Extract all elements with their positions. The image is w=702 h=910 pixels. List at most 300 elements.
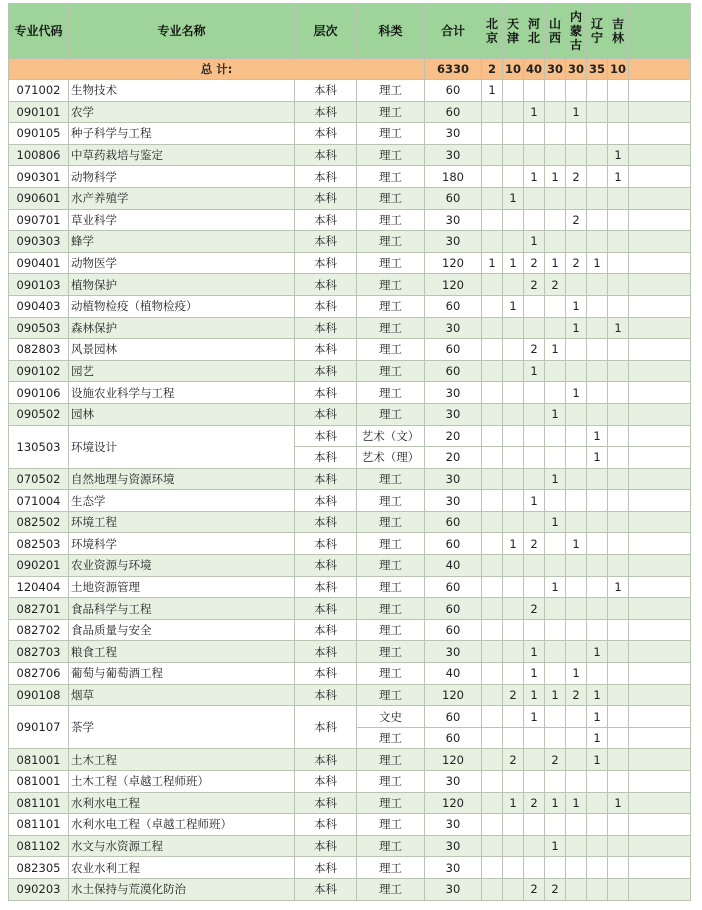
quota-tianjin bbox=[503, 857, 524, 879]
quota-liaoning: 1 bbox=[587, 684, 608, 706]
quota-hebei: 1 bbox=[524, 101, 545, 123]
quota-liaoning bbox=[587, 295, 608, 317]
quota-neimenggu: 1 bbox=[566, 792, 587, 814]
total-jilin: 10 bbox=[608, 59, 629, 80]
blank-cell bbox=[629, 382, 691, 404]
major-code: 090601 bbox=[9, 187, 69, 209]
quota-beijing bbox=[482, 360, 503, 382]
quota-beijing bbox=[482, 295, 503, 317]
major-name: 土木工程（卓越工程师班） bbox=[69, 771, 295, 793]
row-total: 60 bbox=[425, 360, 482, 382]
quota-jilin bbox=[608, 101, 629, 123]
row-total: 60 bbox=[425, 187, 482, 209]
subject-category: 理工 bbox=[357, 252, 425, 274]
blank-cell bbox=[629, 360, 691, 382]
quota-jilin bbox=[608, 339, 629, 361]
major-name: 水利水电工程（卓越工程师班） bbox=[69, 814, 295, 836]
study-level: 本科 bbox=[295, 511, 357, 533]
quota-liaoning: 1 bbox=[587, 425, 608, 447]
major-code: 082503 bbox=[9, 533, 69, 555]
quota-hebei: 2 bbox=[524, 533, 545, 555]
quota-beijing bbox=[482, 814, 503, 836]
table-row bbox=[9, 166, 691, 188]
major-code: 090105 bbox=[9, 123, 69, 145]
subject-category: 艺术（理） bbox=[357, 447, 425, 469]
major-code: 090103 bbox=[9, 274, 69, 296]
subject-category: 理工 bbox=[357, 641, 425, 663]
quota-shanxi: 1 bbox=[545, 576, 566, 598]
quota-tianjin bbox=[503, 771, 524, 793]
row-total: 30 bbox=[425, 641, 482, 663]
total-beijing: 2 bbox=[482, 59, 503, 80]
quota-beijing bbox=[482, 511, 503, 533]
quota-neimenggu bbox=[566, 749, 587, 771]
quota-beijing bbox=[482, 382, 503, 404]
major-code: 082706 bbox=[9, 663, 69, 685]
study-level: 本科 bbox=[295, 209, 357, 231]
major-code: 070502 bbox=[9, 468, 69, 490]
quota-shanxi bbox=[545, 80, 566, 102]
quota-jilin bbox=[608, 814, 629, 836]
quota-shanxi bbox=[545, 231, 566, 253]
quota-hebei bbox=[524, 576, 545, 598]
major-name: 植物保护 bbox=[69, 274, 295, 296]
study-level: 本科 bbox=[295, 382, 357, 404]
total-row bbox=[9, 59, 691, 80]
study-level: 本科 bbox=[295, 425, 357, 447]
quota-shanxi bbox=[545, 771, 566, 793]
major-name: 园艺 bbox=[69, 360, 295, 382]
quota-tianjin bbox=[503, 339, 524, 361]
quota-tianjin bbox=[503, 576, 524, 598]
table-row bbox=[9, 425, 691, 447]
table-row bbox=[9, 382, 691, 404]
quota-tianjin bbox=[503, 317, 524, 339]
major-code: 082803 bbox=[9, 339, 69, 361]
quota-jilin bbox=[608, 123, 629, 145]
row-total: 30 bbox=[425, 490, 482, 512]
quota-liaoning bbox=[587, 187, 608, 209]
table-row bbox=[9, 144, 691, 166]
major-code: 082305 bbox=[9, 857, 69, 879]
quota-liaoning bbox=[587, 771, 608, 793]
quota-liaoning bbox=[587, 101, 608, 123]
subject-category: 理工 bbox=[357, 339, 425, 361]
quota-neimenggu: 1 bbox=[566, 101, 587, 123]
quota-liaoning bbox=[587, 576, 608, 598]
quota-jilin bbox=[608, 80, 629, 102]
quota-jilin: 1 bbox=[608, 166, 629, 188]
study-level: 本科 bbox=[295, 144, 357, 166]
quota-neimenggu bbox=[566, 727, 587, 749]
blank-cell bbox=[629, 598, 691, 620]
row-total: 30 bbox=[425, 403, 482, 425]
quota-jilin bbox=[608, 857, 629, 879]
study-level: 本科 bbox=[295, 339, 357, 361]
quota-tianjin bbox=[503, 706, 524, 728]
quota-neimenggu bbox=[566, 598, 587, 620]
subject-category: 理工 bbox=[357, 187, 425, 209]
blank-cell bbox=[629, 209, 691, 231]
quota-shanxi bbox=[545, 425, 566, 447]
quota-hebei: 2 bbox=[524, 252, 545, 274]
quota-neimenggu bbox=[566, 771, 587, 793]
quota-beijing bbox=[482, 403, 503, 425]
quota-tianjin bbox=[503, 360, 524, 382]
quota-hebei: 1 bbox=[524, 706, 545, 728]
quota-jilin bbox=[608, 641, 629, 663]
header-neimenggu: 内蒙古 bbox=[566, 4, 587, 59]
quota-liaoning bbox=[587, 792, 608, 814]
table-row bbox=[9, 295, 691, 317]
quota-tianjin bbox=[503, 209, 524, 231]
blank-cell bbox=[629, 144, 691, 166]
quota-tianjin bbox=[503, 144, 524, 166]
table-row bbox=[9, 490, 691, 512]
quota-neimenggu bbox=[566, 447, 587, 469]
quota-liaoning bbox=[587, 317, 608, 339]
major-name: 农业资源与环境 bbox=[69, 555, 295, 577]
quota-neimenggu bbox=[566, 403, 587, 425]
quota-jilin bbox=[608, 619, 629, 641]
major-code: 130503 bbox=[9, 425, 69, 468]
quota-hebei bbox=[524, 403, 545, 425]
quota-liaoning bbox=[587, 209, 608, 231]
quota-liaoning bbox=[587, 878, 608, 900]
table-row bbox=[9, 792, 691, 814]
quota-hebei: 1 bbox=[524, 360, 545, 382]
blank-cell bbox=[629, 835, 691, 857]
table-row bbox=[9, 619, 691, 641]
quota-hebei bbox=[524, 425, 545, 447]
total-shanxi: 30 bbox=[545, 59, 566, 80]
quota-neimenggu bbox=[566, 641, 587, 663]
subject-category: 理工 bbox=[357, 468, 425, 490]
quota-beijing bbox=[482, 619, 503, 641]
quota-jilin bbox=[608, 447, 629, 469]
study-level: 本科 bbox=[295, 447, 357, 469]
quota-jilin bbox=[608, 360, 629, 382]
subject-category: 理工 bbox=[357, 274, 425, 296]
subject-category: 理工 bbox=[357, 792, 425, 814]
quota-jilin bbox=[608, 295, 629, 317]
quota-neimenggu: 2 bbox=[566, 252, 587, 274]
header-level: 层次 bbox=[295, 4, 357, 59]
quota-tianjin bbox=[503, 382, 524, 404]
quota-jilin bbox=[608, 727, 629, 749]
major-name: 中草药栽培与鉴定 bbox=[69, 144, 295, 166]
blank-cell bbox=[629, 555, 691, 577]
quota-hebei bbox=[524, 835, 545, 857]
quota-liaoning bbox=[587, 339, 608, 361]
quota-shanxi: 1 bbox=[545, 792, 566, 814]
study-level: 本科 bbox=[295, 857, 357, 879]
quota-tianjin: 1 bbox=[503, 792, 524, 814]
quota-hebei bbox=[524, 317, 545, 339]
study-level: 本科 bbox=[295, 749, 357, 771]
major-code: 090401 bbox=[9, 252, 69, 274]
quota-neimenggu bbox=[566, 555, 587, 577]
quota-neimenggu bbox=[566, 231, 587, 253]
blank-cell bbox=[629, 403, 691, 425]
quota-tianjin bbox=[503, 878, 524, 900]
table-row bbox=[9, 641, 691, 663]
total-tianjin: 10 bbox=[503, 59, 524, 80]
table-row bbox=[9, 101, 691, 123]
quota-tianjin bbox=[503, 231, 524, 253]
table-row bbox=[9, 706, 691, 728]
major-name: 粮食工程 bbox=[69, 641, 295, 663]
quota-shanxi bbox=[545, 101, 566, 123]
major-code: 082502 bbox=[9, 511, 69, 533]
major-code: 082702 bbox=[9, 619, 69, 641]
quota-tianjin: 1 bbox=[503, 295, 524, 317]
major-name: 烟草 bbox=[69, 684, 295, 706]
quota-hebei bbox=[524, 857, 545, 879]
major-name: 种子科学与工程 bbox=[69, 123, 295, 145]
quota-tianjin bbox=[503, 166, 524, 188]
study-level: 本科 bbox=[295, 231, 357, 253]
quota-hebei bbox=[524, 447, 545, 469]
quota-liaoning bbox=[587, 663, 608, 685]
blank-cell bbox=[629, 231, 691, 253]
blank-cell bbox=[629, 447, 691, 469]
blank-cell bbox=[629, 425, 691, 447]
header-liaoning: 辽宁 bbox=[587, 4, 608, 59]
quota-hebei bbox=[524, 468, 545, 490]
quota-beijing bbox=[482, 317, 503, 339]
major-code: 090503 bbox=[9, 317, 69, 339]
quota-tianjin: 1 bbox=[503, 252, 524, 274]
row-total: 180 bbox=[425, 166, 482, 188]
quota-hebei bbox=[524, 209, 545, 231]
study-level: 本科 bbox=[295, 555, 357, 577]
quota-hebei bbox=[524, 619, 545, 641]
quota-shanxi bbox=[545, 533, 566, 555]
quota-tianjin bbox=[503, 274, 524, 296]
table-row bbox=[9, 123, 691, 145]
quota-jilin bbox=[608, 425, 629, 447]
quota-hebei: 1 bbox=[524, 231, 545, 253]
major-name: 生物技术 bbox=[69, 80, 295, 102]
major-code: 090101 bbox=[9, 101, 69, 123]
quota-shanxi: 2 bbox=[545, 878, 566, 900]
row-total: 120 bbox=[425, 252, 482, 274]
row-total: 30 bbox=[425, 317, 482, 339]
quota-shanxi: 1 bbox=[545, 252, 566, 274]
major-code: 100806 bbox=[9, 144, 69, 166]
table-row bbox=[9, 684, 691, 706]
quota-tianjin bbox=[503, 403, 524, 425]
quota-shanxi bbox=[545, 706, 566, 728]
blank-cell bbox=[629, 641, 691, 663]
quota-beijing bbox=[482, 123, 503, 145]
study-level: 本科 bbox=[295, 576, 357, 598]
quota-hebei: 1 bbox=[524, 490, 545, 512]
quota-liaoning bbox=[587, 857, 608, 879]
major-name: 动物科学 bbox=[69, 166, 295, 188]
row-total: 60 bbox=[425, 619, 482, 641]
quota-hebei bbox=[524, 727, 545, 749]
blank-cell bbox=[629, 533, 691, 555]
header-blank-column bbox=[629, 4, 691, 59]
quota-hebei bbox=[524, 187, 545, 209]
header-jilin: 吉林 bbox=[608, 4, 629, 59]
quota-neimenggu bbox=[566, 511, 587, 533]
quota-tianjin bbox=[503, 447, 524, 469]
quota-shanxi bbox=[545, 555, 566, 577]
subject-category: 理工 bbox=[357, 749, 425, 771]
major-name: 农学 bbox=[69, 101, 295, 123]
study-level: 本科 bbox=[295, 360, 357, 382]
quota-jilin bbox=[608, 835, 629, 857]
quota-beijing bbox=[482, 663, 503, 685]
quota-liaoning: 1 bbox=[587, 749, 608, 771]
quota-neimenggu bbox=[566, 706, 587, 728]
subject-category: 理工 bbox=[357, 403, 425, 425]
major-name: 环境科学 bbox=[69, 533, 295, 555]
quota-tianjin bbox=[503, 619, 524, 641]
total-liaoning: 35 bbox=[587, 59, 608, 80]
blank-cell bbox=[629, 166, 691, 188]
quota-hebei bbox=[524, 80, 545, 102]
quota-shanxi bbox=[545, 619, 566, 641]
major-code: 081102 bbox=[9, 835, 69, 857]
quota-beijing bbox=[482, 274, 503, 296]
quota-beijing: 1 bbox=[482, 252, 503, 274]
quota-jilin: 1 bbox=[608, 317, 629, 339]
major-name: 水文与水资源工程 bbox=[69, 835, 295, 857]
quota-hebei: 1 bbox=[524, 684, 545, 706]
major-name: 园林 bbox=[69, 403, 295, 425]
admission-plan-table-wrapper bbox=[8, 3, 691, 901]
row-total: 60 bbox=[425, 706, 482, 728]
quota-liaoning bbox=[587, 533, 608, 555]
quota-shanxi bbox=[545, 144, 566, 166]
quota-neimenggu bbox=[566, 857, 587, 879]
major-code: 090303 bbox=[9, 231, 69, 253]
quota-shanxi bbox=[545, 317, 566, 339]
major-code: 090403 bbox=[9, 295, 69, 317]
row-total: 60 bbox=[425, 80, 482, 102]
major-name: 水产养殖学 bbox=[69, 187, 295, 209]
quota-hebei bbox=[524, 555, 545, 577]
major-name: 风景园林 bbox=[69, 339, 295, 361]
row-total: 60 bbox=[425, 511, 482, 533]
quota-beijing bbox=[482, 771, 503, 793]
row-total: 30 bbox=[425, 123, 482, 145]
quota-shanxi: 1 bbox=[545, 468, 566, 490]
quota-hebei: 2 bbox=[524, 274, 545, 296]
major-code: 081101 bbox=[9, 792, 69, 814]
blank-cell bbox=[629, 274, 691, 296]
total-sum: 6330 bbox=[425, 59, 482, 80]
quota-liaoning bbox=[587, 360, 608, 382]
major-name: 生态学 bbox=[69, 490, 295, 512]
row-total: 30 bbox=[425, 814, 482, 836]
major-code: 071004 bbox=[9, 490, 69, 512]
table-row bbox=[9, 878, 691, 900]
quota-jilin bbox=[608, 663, 629, 685]
blank-cell bbox=[629, 490, 691, 512]
subject-category: 理工 bbox=[357, 576, 425, 598]
quota-tianjin: 1 bbox=[503, 533, 524, 555]
study-level: 本科 bbox=[295, 771, 357, 793]
study-level: 本科 bbox=[295, 187, 357, 209]
table-row bbox=[9, 468, 691, 490]
quota-beijing bbox=[482, 447, 503, 469]
blank-cell bbox=[629, 252, 691, 274]
header-subject: 科类 bbox=[357, 4, 425, 59]
table-row bbox=[9, 598, 691, 620]
row-total: 60 bbox=[425, 295, 482, 317]
quota-shanxi bbox=[545, 123, 566, 145]
subject-category: 理工 bbox=[357, 80, 425, 102]
quota-liaoning bbox=[587, 144, 608, 166]
quota-jilin bbox=[608, 274, 629, 296]
quota-neimenggu: 2 bbox=[566, 166, 587, 188]
quota-jilin: 1 bbox=[608, 576, 629, 598]
row-total: 30 bbox=[425, 468, 482, 490]
major-name: 环境设计 bbox=[69, 425, 295, 468]
study-level: 本科 bbox=[295, 101, 357, 123]
header-code: 专业代码 bbox=[9, 4, 69, 59]
quota-shanxi: 1 bbox=[545, 835, 566, 857]
major-name: 茶学 bbox=[69, 706, 295, 749]
table-row bbox=[9, 403, 691, 425]
quota-jilin bbox=[608, 706, 629, 728]
quota-neimenggu bbox=[566, 490, 587, 512]
row-total: 20 bbox=[425, 425, 482, 447]
quota-hebei bbox=[524, 144, 545, 166]
table-row bbox=[9, 771, 691, 793]
row-total: 30 bbox=[425, 231, 482, 253]
blank-cell bbox=[629, 792, 691, 814]
row-total: 60 bbox=[425, 339, 482, 361]
quota-beijing: 1 bbox=[482, 80, 503, 102]
row-total: 120 bbox=[425, 684, 482, 706]
blank-cell bbox=[629, 771, 691, 793]
quota-neimenggu bbox=[566, 814, 587, 836]
quota-liaoning bbox=[587, 403, 608, 425]
quota-beijing bbox=[482, 576, 503, 598]
quota-shanxi: 1 bbox=[545, 339, 566, 361]
quota-liaoning: 1 bbox=[587, 706, 608, 728]
header-major-name: 专业名称 bbox=[69, 4, 295, 59]
subject-category: 理工 bbox=[357, 533, 425, 555]
quota-jilin bbox=[608, 598, 629, 620]
major-name: 土木工程 bbox=[69, 749, 295, 771]
quota-tianjin: 2 bbox=[503, 749, 524, 771]
quota-beijing bbox=[482, 187, 503, 209]
blank-cell bbox=[629, 878, 691, 900]
quota-hebei: 2 bbox=[524, 598, 545, 620]
quota-hebei: 1 bbox=[524, 166, 545, 188]
subject-category: 理工 bbox=[357, 555, 425, 577]
major-code: 090102 bbox=[9, 360, 69, 382]
study-level: 本科 bbox=[295, 706, 357, 749]
quota-jilin bbox=[608, 209, 629, 231]
table-row bbox=[9, 663, 691, 685]
table-row bbox=[9, 317, 691, 339]
quota-liaoning bbox=[587, 511, 608, 533]
quota-hebei bbox=[524, 511, 545, 533]
blank-cell bbox=[629, 684, 691, 706]
major-name: 动植物检疫（植物检疫） bbox=[69, 295, 295, 317]
table-row bbox=[9, 187, 691, 209]
blank-cell bbox=[629, 101, 691, 123]
row-total: 120 bbox=[425, 792, 482, 814]
